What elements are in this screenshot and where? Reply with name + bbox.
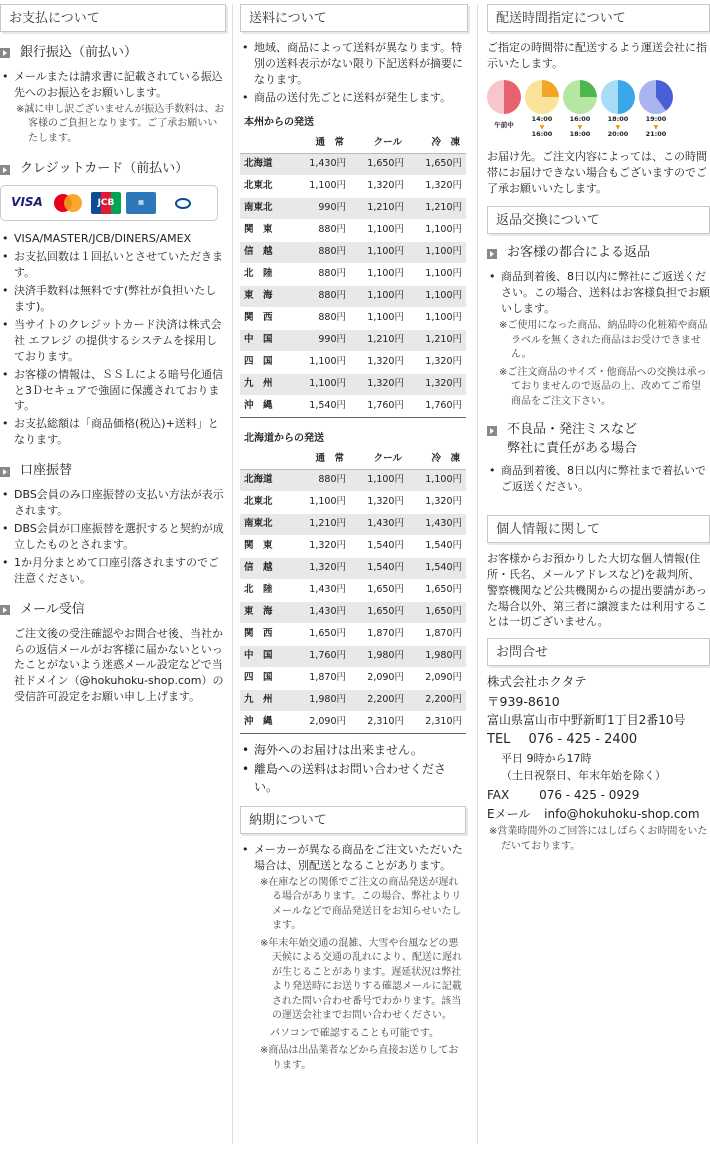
table-row bbox=[240, 307, 466, 329]
table-row bbox=[240, 153, 466, 175]
debit-list bbox=[0, 487, 226, 587]
fax-row: FAX 076 - 425 - 0929 bbox=[487, 787, 640, 802]
price-cell: 2,090円 bbox=[408, 667, 466, 689]
region-cell: 四 国 bbox=[240, 351, 292, 373]
table-row bbox=[240, 645, 466, 667]
price-cell: 1,100円 bbox=[350, 469, 408, 491]
table-title: 本州からの発送 bbox=[244, 116, 314, 128]
price-cell: 1,430円 bbox=[292, 153, 350, 175]
mail-heading: メール受信 bbox=[0, 601, 226, 620]
table-row bbox=[240, 241, 466, 263]
price-cell: 1,320円 bbox=[408, 373, 466, 395]
price-cell: 1,100円 bbox=[350, 263, 408, 285]
region-cell: 東 海 bbox=[240, 601, 292, 623]
price-cell: 1,100円 bbox=[408, 219, 466, 241]
region-cell: 南東北 bbox=[240, 513, 292, 535]
price-cell: 1,540円 bbox=[350, 557, 408, 579]
time-label: 18:00 ▼ 20:00 bbox=[607, 114, 629, 138]
region-cell: 信 越 bbox=[240, 557, 292, 579]
table-row bbox=[240, 395, 466, 417]
amex-logo: ▦ bbox=[126, 192, 156, 214]
delivery-note: ※年末年始交通の混雑、大雪や台風などの悪天候による交通の乱れにより、配送に遅れが生じることがあります。遅延状況は弊社より発送時にお送りする確認メールに記載された問い合わせ番号でわかります。該当の運送会社までお問い合わせください。 bbox=[260, 937, 462, 1022]
table-row bbox=[240, 579, 466, 601]
column-header bbox=[240, 133, 292, 153]
price-cell: 1,650円 bbox=[292, 623, 350, 645]
price-cell: 880円 bbox=[292, 285, 350, 307]
list-item: • DBS会員のみ口座振替の支払い方法が表示されます。 bbox=[0, 487, 226, 519]
price-cell: 1,320円 bbox=[408, 351, 466, 373]
email-row: Eメール info@hokuhoku-shop.com bbox=[487, 806, 700, 821]
time-slot bbox=[601, 80, 635, 139]
list-item: • DBS会員が口座振替を選択すると契約が成立したものとされます。 bbox=[0, 521, 226, 553]
price-cell: 1,100円 bbox=[292, 491, 350, 513]
bullet-square-icon bbox=[0, 467, 10, 477]
list-item: • 商品到着後、8日以内に弊社まで着払いでご返送ください。 bbox=[487, 463, 710, 495]
delivery-list bbox=[240, 842, 468, 874]
bullet-square-icon bbox=[487, 249, 497, 259]
clock-icon bbox=[563, 80, 597, 114]
clock-icon bbox=[487, 80, 521, 114]
price-cell: 1,760円 bbox=[350, 395, 408, 417]
jcb-logo: JCB bbox=[91, 192, 121, 214]
tel-row: TEL 076 - 425 - 2400 bbox=[487, 731, 638, 747]
table-row bbox=[240, 535, 466, 557]
list-item: • 商品到着後、8日以内に弊社にご返送ください。この場合、送料はお客様負担でお願いします。 bbox=[487, 269, 710, 317]
list-item: • お支払回数は１回払いとさせていただきます。 bbox=[0, 249, 226, 281]
shipping-list bbox=[240, 40, 468, 106]
mastercard-logo bbox=[50, 192, 86, 214]
mail-text: ご注文後の受注確認やお問合せ後、当社からの返信メールがお客様に届かないといったことがないよう迷惑メール設定などで当社ドメイン（@hokuhoku-shop.com）の受信許可設定をお願い申し上げます。 bbox=[14, 626, 224, 704]
price-cell: 880円 bbox=[292, 263, 350, 285]
bank-heading: 銀行振込（前払い） bbox=[0, 44, 226, 63]
region-cell: 信 越 bbox=[240, 241, 292, 263]
region-cell: 北東北 bbox=[240, 175, 292, 197]
region-cell: 南東北 bbox=[240, 197, 292, 219]
tel-number[interactable]: 076 - 425 - 2400 bbox=[528, 731, 638, 747]
region-cell: 四 国 bbox=[240, 667, 292, 689]
bullet-square-icon bbox=[0, 605, 10, 615]
price-cell: 1,320円 bbox=[350, 373, 408, 395]
price-cell: 1,100円 bbox=[350, 219, 408, 241]
price-cell: 1,540円 bbox=[350, 535, 408, 557]
region-cell: 関 東 bbox=[240, 535, 292, 557]
defect-heading: 不良品・発注ミスなど bbox=[487, 421, 710, 440]
price-cell: 1,320円 bbox=[350, 491, 408, 513]
table-row bbox=[240, 711, 466, 733]
list-item: • 地域、商品によって送料が異なります。特別の送料表示がない限り下記送料が摘要になります。 bbox=[240, 40, 468, 88]
column-header: クール bbox=[350, 133, 408, 153]
table-title: 北海道からの発送 bbox=[244, 432, 324, 444]
column-divider bbox=[232, 4, 233, 1144]
column-divider bbox=[477, 4, 478, 1144]
price-cell: 1,870円 bbox=[350, 623, 408, 645]
table-row bbox=[240, 491, 466, 513]
shipping-column bbox=[240, 0, 468, 1076]
region-cell: 中 国 bbox=[240, 329, 292, 351]
column-header: 冷 凍 bbox=[408, 449, 466, 469]
region-cell: 東 海 bbox=[240, 285, 292, 307]
table-row bbox=[240, 513, 466, 535]
price-cell: 1,210円 bbox=[408, 197, 466, 219]
region-cell: 九 州 bbox=[240, 373, 292, 395]
price-cell: 2,090円 bbox=[292, 711, 350, 733]
price-cell: 1,760円 bbox=[408, 395, 466, 417]
fax-number: 076 - 425 - 0929 bbox=[539, 787, 640, 802]
table-row bbox=[240, 175, 466, 197]
time-slot bbox=[563, 80, 597, 139]
region-cell: 北海道 bbox=[240, 469, 292, 491]
card-list bbox=[0, 231, 226, 448]
price-cell: 2,200円 bbox=[408, 689, 466, 711]
defect-list bbox=[487, 463, 710, 495]
price-cell: 1,650円 bbox=[350, 153, 408, 175]
time-slots bbox=[487, 80, 710, 139]
delivery-note: パソコンで確認することも可能です。 bbox=[260, 1027, 439, 1039]
price-cell: 990円 bbox=[292, 329, 350, 351]
card-logos bbox=[0, 185, 218, 221]
diners-logo bbox=[161, 192, 205, 214]
price-cell: 1,540円 bbox=[292, 395, 350, 417]
region-cell: 北 陸 bbox=[240, 579, 292, 601]
price-cell: 1,100円 bbox=[292, 373, 350, 395]
price-cell: 1,100円 bbox=[408, 469, 466, 491]
table-row bbox=[240, 329, 466, 351]
business-hours: 平日 9時から17時 bbox=[501, 751, 592, 765]
region-cell: 中 国 bbox=[240, 645, 292, 667]
return-note: ※ご注文商品のサイズ・他商品への交換は承っておりませんので返品の上、改めてご希望商品をご注文下さい。 bbox=[499, 366, 707, 407]
price-cell: 1,870円 bbox=[292, 667, 350, 689]
own-return-list bbox=[487, 269, 710, 317]
time-slot bbox=[639, 80, 673, 139]
region-cell: 北 陸 bbox=[240, 263, 292, 285]
list-item: • 1か月分まとめて口座引落されますのでご注意ください。 bbox=[0, 555, 226, 587]
table-row bbox=[240, 667, 466, 689]
bullet-square-icon bbox=[0, 48, 10, 58]
table-row bbox=[240, 689, 466, 711]
price-cell: 1,100円 bbox=[292, 175, 350, 197]
price-cell: 1,650円 bbox=[408, 601, 466, 623]
price-cell: 1,100円 bbox=[408, 307, 466, 329]
list-item: • 商品の送付先ごとに送料が発生します。 bbox=[240, 90, 468, 106]
region-cell: 沖 縄 bbox=[240, 395, 292, 417]
bank-list bbox=[0, 69, 226, 101]
price-cell: 1,650円 bbox=[408, 579, 466, 601]
list-item: • お客様の情報は、ＳＳＬによる暗号化通信と3Ｄセキュアで強固に保護されております。 bbox=[0, 367, 226, 415]
shipping-table-hokkaido bbox=[240, 449, 466, 734]
list-item: • お支払総額は「商品価格(税込)+送料」となります。 bbox=[0, 416, 226, 448]
price-cell: 1,100円 bbox=[408, 241, 466, 263]
defect-heading-line2: 弊社に責任がある場合 bbox=[507, 440, 638, 456]
price-cell: 1,320円 bbox=[350, 175, 408, 197]
price-cell: 1,210円 bbox=[408, 329, 466, 351]
price-cell: 1,650円 bbox=[350, 579, 408, 601]
contact-note: ※営業時間外のご回答にはしばらくお時間をいただいております。 bbox=[489, 826, 708, 852]
price-cell: 990円 bbox=[292, 197, 350, 219]
returns-title: 返品交換について bbox=[487, 206, 710, 234]
price-cell: 880円 bbox=[292, 219, 350, 241]
price-cell: 880円 bbox=[292, 469, 350, 491]
payment-column bbox=[0, 0, 226, 705]
shipping-title: 送料について bbox=[240, 4, 468, 32]
list-item: • 海外へのお届けは出来ません。 bbox=[240, 742, 468, 759]
column-header: 冷 凍 bbox=[408, 133, 466, 153]
table-row bbox=[240, 623, 466, 645]
own-return-heading: お客様の都合による返品 bbox=[487, 244, 710, 263]
column-header: 通 常 bbox=[292, 133, 350, 153]
price-cell: 1,320円 bbox=[292, 557, 350, 579]
price-cell: 1,430円 bbox=[350, 513, 408, 535]
price-cell: 2,090円 bbox=[350, 667, 408, 689]
list-item: • メールまたは請求書に記載されている振込先へのお振込をお願いします。 bbox=[0, 69, 226, 101]
price-cell: 1,650円 bbox=[408, 153, 466, 175]
price-cell: 2,310円 bbox=[408, 711, 466, 733]
card-heading: クレジットカード（前払い） bbox=[0, 160, 226, 179]
price-cell: 1,320円 bbox=[292, 535, 350, 557]
table-row bbox=[240, 351, 466, 373]
contact-title: お問合せ bbox=[487, 638, 710, 666]
price-cell: 880円 bbox=[292, 241, 350, 263]
price-cell: 1,100円 bbox=[292, 351, 350, 373]
contact-block bbox=[487, 672, 710, 823]
time-label: 19:00 ▼ 21:00 bbox=[645, 114, 667, 138]
delivery-note: ※在庫などの関係でご注文の商品発送が遅れる場合があります。この場合、弊社よりリメールなどで商品発送日をお知らせいたします。 bbox=[260, 876, 462, 932]
time-label: 14:00 ▼ 16:00 bbox=[531, 114, 553, 138]
price-cell: 1,980円 bbox=[408, 645, 466, 667]
price-cell: 1,430円 bbox=[292, 579, 350, 601]
column-header bbox=[240, 449, 292, 469]
price-cell: 880円 bbox=[292, 307, 350, 329]
bullet-square-icon bbox=[0, 165, 10, 175]
price-cell: 1,320円 bbox=[408, 175, 466, 197]
price-cell: 1,650円 bbox=[350, 601, 408, 623]
shipping-after-list bbox=[240, 742, 468, 796]
region-cell: 北海道 bbox=[240, 153, 292, 175]
list-item: • 離島への送料はお問い合わせください。 bbox=[240, 761, 468, 796]
privacy-title: 個人情報に関して bbox=[487, 515, 710, 543]
time-title: 配送時間指定について bbox=[487, 4, 710, 32]
price-cell: 1,320円 bbox=[350, 351, 408, 373]
region-cell: 関 西 bbox=[240, 623, 292, 645]
price-cell: 1,100円 bbox=[408, 285, 466, 307]
list-item: • メーカーが異なる商品をご注文いただいた場合は、別配送となることがあります。 bbox=[240, 842, 468, 874]
info-column bbox=[487, 0, 710, 857]
price-cell: 1,760円 bbox=[292, 645, 350, 667]
price-cell: 1,980円 bbox=[350, 645, 408, 667]
price-cell: 1,540円 bbox=[408, 557, 466, 579]
price-cell: 1,210円 bbox=[350, 329, 408, 351]
price-cell: 1,210円 bbox=[350, 197, 408, 219]
time-intro: ご指定の時間帯に配送するよう運送会社に指示いたします。 bbox=[487, 41, 707, 70]
list-item: • 当サイトのクレジットカード決済は株式会社 エフレジ の提供するシステムを採用しております。 bbox=[0, 317, 226, 365]
table-row bbox=[240, 197, 466, 219]
bullet-square-icon bbox=[487, 426, 497, 436]
price-cell: 2,200円 bbox=[350, 689, 408, 711]
time-slot bbox=[487, 80, 521, 139]
clock-icon bbox=[639, 80, 673, 114]
price-cell: 1,980円 bbox=[292, 689, 350, 711]
region-cell: 北東北 bbox=[240, 491, 292, 513]
price-cell: 1,100円 bbox=[408, 263, 466, 285]
price-cell: 1,540円 bbox=[408, 535, 466, 557]
time-note: お届け先。ご注文内容によっては、この時間帯にお届けできない場合もございますのでご了承お願いいたします。 bbox=[487, 149, 707, 195]
price-cell: 1,100円 bbox=[350, 285, 408, 307]
clock-icon bbox=[525, 80, 559, 114]
bank-note: ※誠に申し訳ございませんが振込手数料は、お客様のご負担となります。ご了承お願いいたします。 bbox=[16, 103, 225, 144]
region-cell: 関 東 bbox=[240, 219, 292, 241]
privacy-text: お客様からお預かりした大切な個人情報(住所・氏名、メールアドレスなど)を裁判所、警察機関など公共機関からの提出要請があった場合以外、第三者に譲渡または利用することは一切ございません。 bbox=[487, 551, 707, 629]
payment-title: お支払について bbox=[0, 4, 226, 32]
region-cell: 九 州 bbox=[240, 689, 292, 711]
shipping-table-honshu bbox=[240, 133, 466, 418]
list-item: • 決済手数料は無料です(弊社が負担いたします)。 bbox=[0, 283, 226, 315]
table-row bbox=[240, 557, 466, 579]
price-cell: 1,100円 bbox=[350, 307, 408, 329]
zip-code: 〒939-8610 bbox=[487, 693, 560, 709]
closed-days: （土日祝祭日、年末年始を除く） bbox=[501, 768, 666, 782]
email-link[interactable]: info@hokuhoku-shop.com bbox=[544, 806, 700, 821]
price-cell: 1,430円 bbox=[292, 601, 350, 623]
visa-logo: VISA bbox=[11, 195, 43, 210]
return-note: ※ご使用になった商品、納品時の化粧箱や商品ラベルを無くされた商品はお受けできません。 bbox=[499, 320, 708, 361]
price-cell: 1,210円 bbox=[292, 513, 350, 535]
price-cell: 1,100円 bbox=[350, 241, 408, 263]
price-cell: 1,870円 bbox=[408, 623, 466, 645]
region-cell: 関 西 bbox=[240, 307, 292, 329]
table-row bbox=[240, 469, 466, 491]
price-cell: 1,430円 bbox=[408, 513, 466, 535]
table-row bbox=[240, 263, 466, 285]
clock-icon bbox=[601, 80, 635, 114]
column-header: 通 常 bbox=[292, 449, 350, 469]
table-row bbox=[240, 601, 466, 623]
time-label: 16:00 ▼ 18:00 bbox=[569, 114, 591, 138]
price-cell: 1,320円 bbox=[408, 491, 466, 513]
time-label: 午前中 bbox=[494, 120, 514, 129]
time-slot bbox=[525, 80, 559, 139]
company-name: 株式会社ホクタテ bbox=[487, 674, 587, 690]
region-cell: 沖 縄 bbox=[240, 711, 292, 733]
address: 富山県富山市中野新町1丁目2番10号 bbox=[487, 713, 686, 728]
debit-heading: 口座振替 bbox=[0, 462, 226, 481]
list-item: • VISA/MASTER/JCB/DINERS/AMEX bbox=[0, 231, 226, 247]
table-row bbox=[240, 285, 466, 307]
delivery-note: ※商品は出品業者などから直接お送りしております。 bbox=[260, 1045, 459, 1071]
price-cell: 2,310円 bbox=[350, 711, 408, 733]
delivery-title: 納期について bbox=[240, 806, 466, 834]
table-row bbox=[240, 219, 466, 241]
column-header: クール bbox=[350, 449, 408, 469]
table-row bbox=[240, 373, 466, 395]
